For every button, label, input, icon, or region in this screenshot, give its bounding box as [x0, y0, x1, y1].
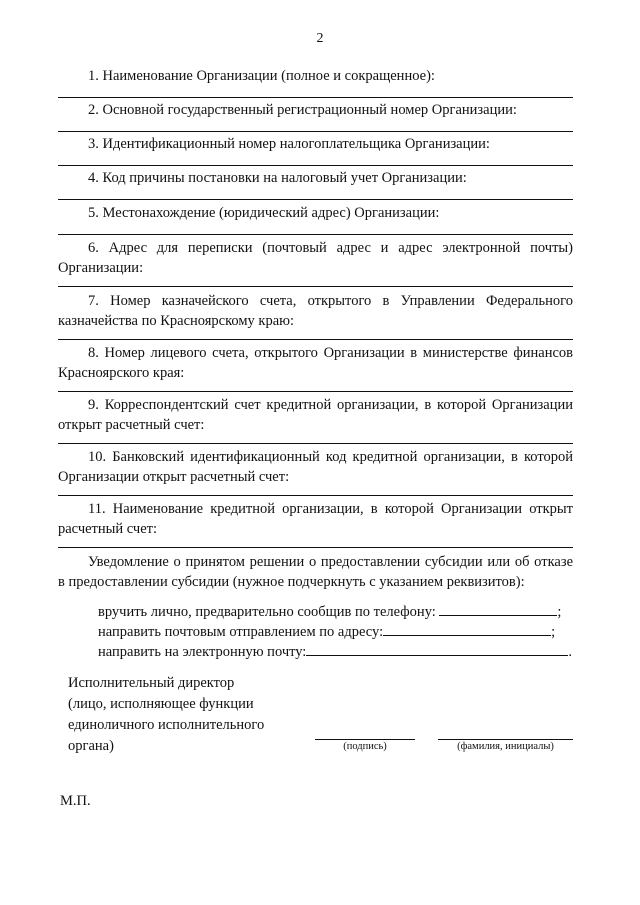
field-kpp: 4. Код причины постановки на налоговый учет Организации:: [88, 170, 467, 186]
notification-intro: Уведомление о принятом решении о предоставлении субсидии или об отказе в предоставлении субсидии (нужное подчеркнуть с указанием реквизитов):: [58, 554, 573, 590]
answer-line-inn: [58, 165, 573, 166]
page-number: 2: [316, 31, 324, 46]
field-personal-account: 8. Номер лицевого счета, открытого Организации в министерстве финансов Красноярского края:: [58, 345, 573, 381]
signature-line[interactable]: [315, 739, 415, 740]
answer-line-correspondent-account: [58, 443, 573, 444]
director-title: Исполнительный директор (лицо, исполняющее функции единоличного исполнительного органа): [68, 675, 265, 754]
name-initials-line[interactable]: [438, 739, 573, 740]
postal-address-blank[interactable]: [383, 635, 551, 636]
stamp-place: М.П.: [60, 793, 91, 809]
answer-line-mailing-address: [58, 286, 573, 287]
signature-caption: (подпись): [343, 741, 387, 752]
answer-line-personal-account: [58, 391, 573, 392]
answer-line-legal-address: [58, 234, 573, 235]
answer-line-bik: [58, 495, 573, 496]
name-initials-caption: (фамилия, инициалы): [457, 741, 554, 752]
field-legal-address: 5. Местонахождение (юридический адрес) Организации:: [88, 205, 440, 221]
field-inn: 3. Идентификационный номер налогоплательщика Организации:: [88, 136, 490, 152]
notification-option-in-person: вручить лично, предварительно сообщив по телефону: ;: [98, 604, 562, 620]
notification-option-email: направить на электронную почту: .: [98, 644, 572, 660]
answer-line-ogrn: [58, 131, 573, 132]
field-bik: 10. Банковский идентификационный код кредитной организации, в которой Организации открыт расчетный счет:: [58, 449, 573, 485]
answer-line-treasury-account: [58, 339, 573, 340]
field-mailing-address: 6. Адрес для переписки (почтовый адрес и адрес электронной почты) Организации:: [58, 240, 573, 276]
email-blank[interactable]: [306, 655, 568, 656]
phone-blank[interactable]: [439, 615, 557, 616]
notification-option-post: направить почтовым отправлением по адресу: ;: [98, 624, 556, 640]
field-ogrn: 2. Основной государственный регистрационный номер Организации:: [88, 102, 517, 118]
field-treasury-account: 7. Номер казначейского счета, открытого в Управлении Федерального казначейства по Красноярскому краю:: [58, 293, 573, 329]
field-org-name: 1. Наименование Организации (полное и сокращенное):: [88, 68, 435, 84]
field-bank-name: 11. Наименование кредитной организации, в которой Организации открыт расчетный счет:: [58, 501, 573, 537]
field-correspondent-account: 9. Корреспондентский счет кредитной организации, в которой Организации открыт расчетный счет:: [58, 397, 573, 433]
answer-line-org-name: [58, 97, 573, 98]
answer-line-kpp: [58, 199, 573, 200]
answer-line-bank-name: [58, 547, 573, 548]
